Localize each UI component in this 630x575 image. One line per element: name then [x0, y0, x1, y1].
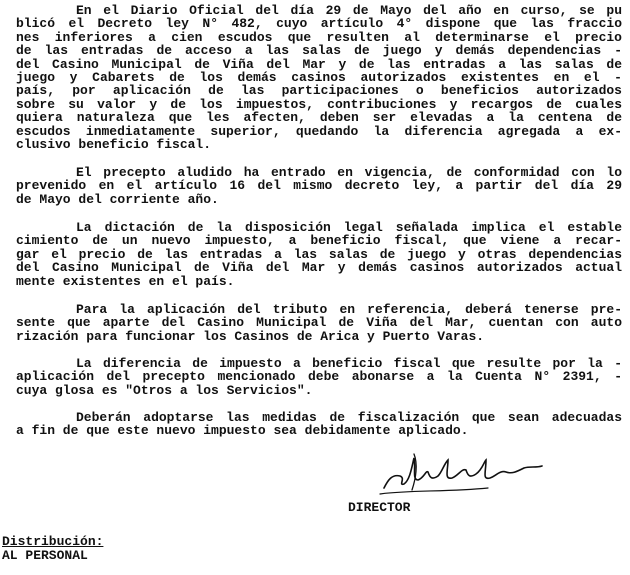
text-line: cimiento de un nuevo impuesto, a beneficio fiscal, que viene a recar-: [16, 234, 622, 248]
text-line: del Casino Municipal de Viña del Mar y de las entradas a las salas de: [16, 57, 622, 71]
paragraph-cuenta: [16, 357, 622, 397]
text-line: nes inferiores a cien escudos que resulten al determinarse el precio: [16, 30, 622, 45]
distribution-heading: Distribución:: [2, 534, 104, 549]
text-line: país, por aplicación de las participaciones o beneficios autorizados: [16, 84, 622, 98]
paragraph-impuesto: [16, 221, 622, 288]
text-line: de Mayo del corriente año.: [16, 192, 219, 207]
text-line: La dictación de la disposición legal señalada implica el estable: [76, 221, 622, 235]
text-line: mente existentes en el país.: [16, 274, 235, 288]
text-line: sente que aparte del Casino Municipal de Viña del Mar, cuentan con auto: [16, 316, 622, 330]
paragraph-vigencia: [16, 166, 622, 206]
text-line: escudos inmediatamente superior, quedando la diferencia agregada a ex-: [16, 124, 622, 138]
text-line: a fin de que este nuevo impuesto sea debidamente aplicado.: [16, 424, 469, 438]
text-line: cuya glosa es "Otros a los Servicios".: [16, 383, 313, 398]
text-line: del Casino Municipal de Viña del Mar y demás casinos autorizados actual: [16, 261, 622, 275]
text-line: clusivo beneficio fiscal.: [16, 137, 212, 152]
text-line: Deberán adoptarse las medidas de fiscalización que sean adecuadas: [76, 411, 622, 425]
text-line: prevenido en el artículo 16 del mismo decreto ley, a partir del día 29: [16, 179, 622, 193]
signature-title: DIRECTOR: [348, 500, 411, 515]
text-line: El precepto aludido ha entrado en vigencia, de conformidad con lo: [76, 166, 622, 180]
text-line: juego y Cabarets de los demás casinos autorizados existentes en el -: [16, 70, 622, 85]
text-line: de las entradas de acceso a las salas de juego y demás dependencias -: [16, 44, 622, 58]
paragraph-decreto: [16, 4, 622, 151]
paragraph-fiscalizacion: [16, 411, 622, 438]
paragraph-aplicacion: [16, 303, 622, 343]
signature-image: [378, 450, 548, 498]
text-line: aplicación del precepto mencionado debe abonarse a la Cuenta N° 2391, -: [16, 370, 622, 384]
text-line: rización para funcionar los Casinos de Arica y Puerto Varas.: [16, 329, 485, 344]
text-line: La diferencia de impuesto a beneficio fiscal que resulte por la -: [76, 357, 622, 371]
text-line: blicó el Decreto ley N° 482, cuyo artículo 4° dispone que las fraccio: [16, 17, 622, 31]
distribution-recipient: AL PERSONAL: [2, 548, 88, 563]
text-line: quiera naturaleza que les afecten, deben ser elevadas a la centena de: [16, 111, 622, 125]
text-line: En el Diario Oficial del día 29 de Mayo del año en curso, se pu: [76, 4, 622, 18]
text-line: Para la aplicación del tributo en referencia, deberá tenerse pre-: [76, 303, 622, 317]
distribution-block: [2, 535, 103, 563]
text-line: gar el precio de las entradas a las salas de juego y otras dependencias: [16, 247, 622, 262]
text-line: sobre su valor y de los impuestos, contribuciones y recargos de cuales: [16, 97, 622, 112]
